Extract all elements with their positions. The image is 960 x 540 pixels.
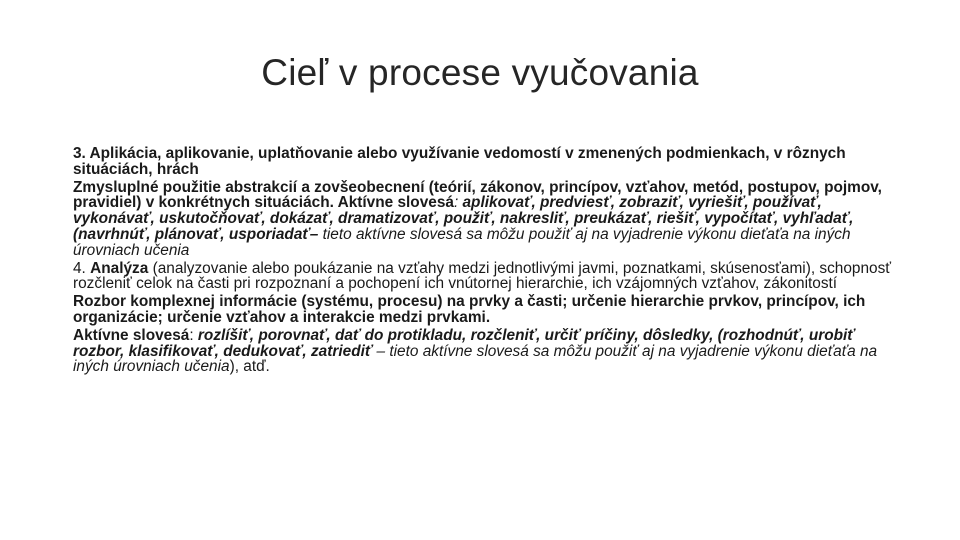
slide-body [73,146,898,377]
application-verbs: aplikovať, predviesť, zobraziť, vyriešiť, používať, vykonávať, uskutočňovať, dokázať, dramatizovať, použiť, nakresliť, preukázať, riešiť, vypočítať, vyhľadať, (navrhnúť, plánovať, usporiadať– [73,194,854,243]
application-heading: 3. Aplikácia, aplikovanie, uplatňovanie alebo využívanie vedomostí v zmenených podmienkach, v rôznych situáciách, hrách [73,145,846,178]
paragraph-analysis [73,261,898,293]
application-colon: : [453,194,463,212]
paragraph-application [73,146,898,178]
analysis-verbs-tail: ), atď. [229,358,270,376]
slide-title: Cieľ v procese vyučovania [261,52,699,93]
application-description: Zmysluplné použitie abstrakcií a zovšeobecnení (teórií, zákonov, princípov, vzťahov, metód, postupov, pojmov, pravidiel) v konkrétnych situáciách. Aktívne slovesá [73,178,882,212]
paragraph-application-details [73,180,898,259]
analysis-verbs-colon: : [189,326,198,344]
analysis-verbs-label: Aktívne slovesá [73,326,190,344]
paragraph-analysis-breakdown [73,294,898,326]
analysis-number: 4. [73,259,91,277]
paragraph-analysis-verbs [73,328,898,375]
analysis-verbs-note: – tieto aktívne slovesá sa môžu použiť aj na vyjadrenie výkonu dieťaťa na iných úrovniach učenia [73,342,878,376]
analysis-heading: Analýza [90,259,149,277]
analysis-description: (analyzovanie alebo poukázanie na vzťahy medzi jednotlivými javmi, poznatkami, skúsenosťami), schopnosť rozčleniť celok na časti pri rozpoznaní a pochopení ich vnútornej hierarchie, ich vzájomných vzťahov, zákonitostí [73,259,892,293]
analysis-breakdown: Rozbor komplexnej informácie (systému, procesu) na prvky a časti; určenie hierarchie prvkov, princípov, ich organizácie; určenie vzťahov a interakcie medzi prvkami. [73,293,866,326]
analysis-verbs: rozlíšiť, porovnať, dať do protikladu, rozčleniť, určiť príčiny, dôsledky, (rozhodnúť, urobiť rozbor, klasifikovať, dedukovať, zatriediť [73,326,855,360]
application-note: tieto aktívne slovesá sa môžu použiť aj na vyjadrenie výkonu dieťaťa na iných úrovniach učenia [73,225,851,259]
